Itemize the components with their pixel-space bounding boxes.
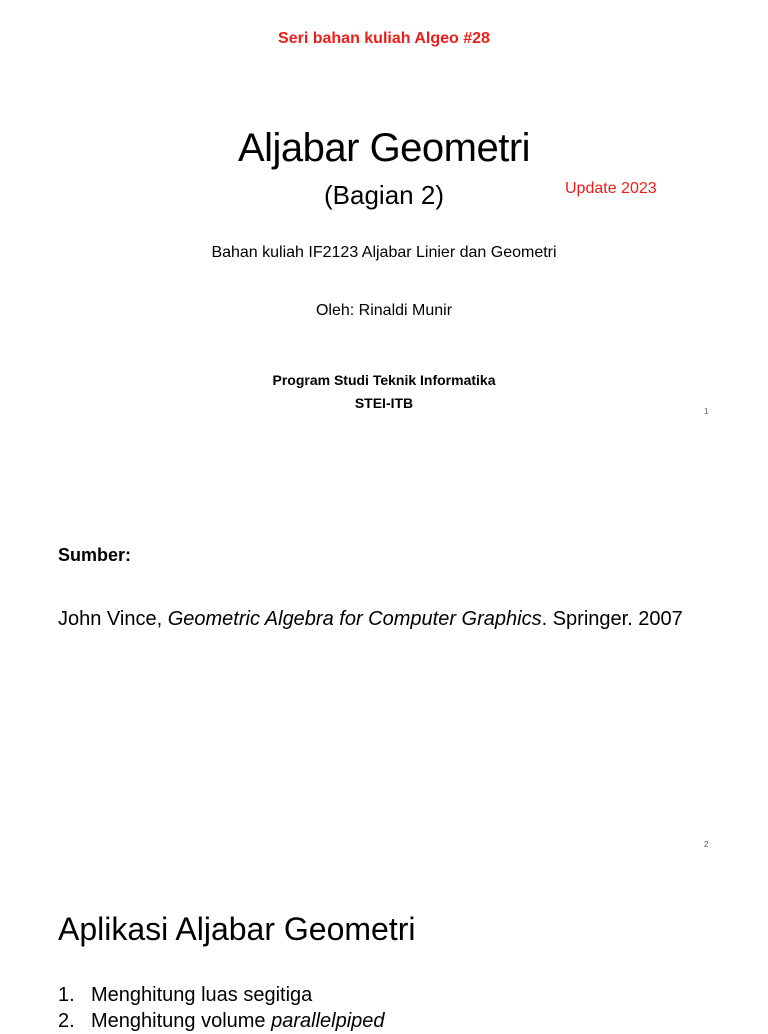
reference-publisher: . Springer. 2007 [541,608,683,630]
program-name: Program Studi Teknik Informatika [272,372,496,388]
source-reference [58,608,683,631]
course-description: Bahan kuliah IF2123 Aljabar Linier dan Geometri [211,244,557,261]
source-label: Sumber: [58,545,132,565]
list-item-number: 1. [58,984,75,1006]
slide-3 [0,864,768,1032]
slide-title: Aljabar Geometri [237,126,531,170]
page-number: 1 [704,407,709,416]
slide-title: Aplikasi Aljabar Geometri [58,911,416,947]
page-number: 2 [704,840,709,849]
list-item-text: Menghitung luas segitiga [91,984,313,1006]
author-line: Oleh: Rinaldi Munir [315,302,453,319]
slide-2 [0,432,768,864]
application-list [58,982,385,1034]
list-item-text: Menghitung volume [91,1010,272,1032]
update-label: Update 2023 [565,180,657,197]
list-item-number: 2. [58,1010,75,1032]
list-item [58,982,385,1008]
list-item [58,1008,385,1034]
series-label: Seri bahan kuliah Algeo #28 [278,30,490,47]
reference-book-title: Geometric Algebra for Computer Graphics [167,608,542,630]
list-item-italic: parallelpiped [271,1010,385,1032]
slide-subtitle: (Bagian 2) [324,180,444,210]
reference-author: John Vince, [58,608,168,630]
slide-1 [0,0,768,432]
school-name: STEI-ITB [354,395,414,411]
